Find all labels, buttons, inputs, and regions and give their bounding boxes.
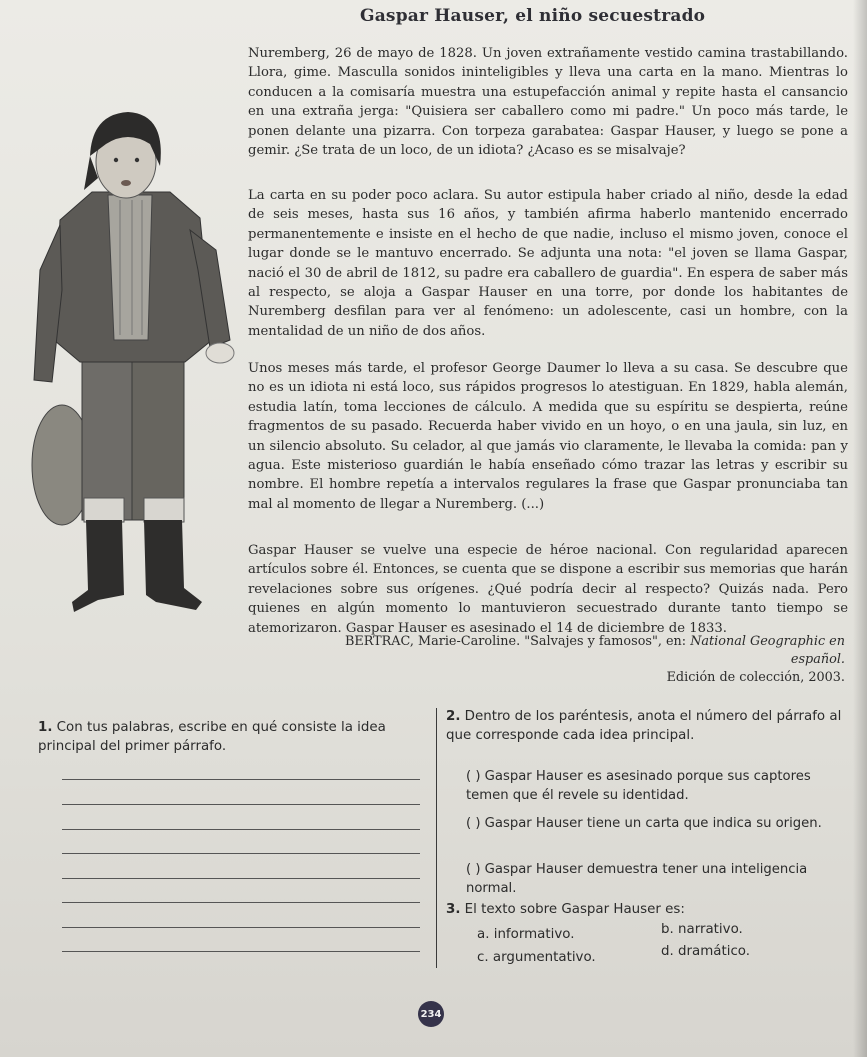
answer-line[interactable]	[62, 927, 420, 928]
answer-line[interactable]	[62, 853, 420, 854]
question-1-text: Con tus palabras, escribe en qué consiste la idea principal del primer párrafo.	[38, 720, 386, 754]
paragraph-2: La carta en su poder poco aclara. Su autor estipula haber criado al niño, desde la edad de seis meses, hasta sus 16 años, y también afirma haberlo mantenido encerrado permanentemente e insiste en el hecho de que nadie, incluso el mismo joven, conoce el lugar donde se le mantuvo encerrado. Se adjunta una nota: "el joven se llama Gaspar, nació el 30 de abril de 1812, su padre era caballero de guardia". En espera de saber más al respecto, se aloja a Gaspar Hauser en una torre, por donde los habitantes de Nuremberg desfilan para ver al fenómeno: un adolescente, casi un hombre, con la mentalidad de un niño de dos años.	[248, 188, 848, 339]
answer-line[interactable]	[62, 902, 420, 903]
paragraph-1: Nuremberg, 26 de mayo de 1828. Un joven extrañamente vestido camina trastabillando. Llora, gime. Masculla sonidos ininteligibles y lleva una carta en la mano. Mientras lo conducen a la comisaría muestra una estupefacción animal y repite hasta el cansancio en una extraña jerga: "Quisiera ser caballero como mi padre." Un poco más tarde, le ponen delante una pizarra. Con torpeza garabatea: Gaspar Hauser, y luego se pone a gemir. ¿Se trata de un loco, de un idiota? ¿Acaso es se misalvaje?	[248, 46, 848, 159]
page-edge-shadow	[853, 0, 867, 1057]
citation-edition: Edición de colección, 2003.	[666, 670, 845, 685]
citation-author: BERTRAC, Marie-Caroline. "Salvajes y famosos", en:	[344, 634, 691, 649]
question-2-text: Dentro de los paréntesis, anota el número del párrafo al que corresponde cada idea principal.	[446, 709, 842, 743]
option-b[interactable]: b. narrativo.	[661, 922, 743, 937]
citation-source: National Geographic en español.	[690, 634, 845, 667]
answer-line[interactable]	[62, 951, 420, 952]
question-3-number: 3.	[446, 902, 461, 917]
paragraph-4: Gaspar Hauser se vuelve una especie de héroe nacional. Con regularidad aparecen artículos sobre él. Entonces, se cuenta que se dispone a escribir sus memorias que harán revelaciones sobre sus orígenes. ¿Qué podría decir al respecto? Quizás nada. Pero quienes en algún momento lo mantuvieron secuestrado durante tanto tiempo se atemorizaron. Gaspar Hauser es asesinado el 14 de diciembre de 1833.	[248, 543, 848, 636]
question-2	[446, 707, 851, 745]
answer-line[interactable]	[62, 804, 420, 805]
question-3	[446, 900, 851, 919]
answer-line[interactable]	[62, 878, 420, 879]
question-1-number: 1.	[38, 720, 53, 735]
column-divider	[436, 708, 437, 968]
option-c[interactable]: c. argumentativo.	[477, 950, 596, 965]
paragraph-3: Unos meses más tarde, el profesor George Daumer lo lleva a su casa. Se descubre que no es un idiota ni está loco, sus rápidos progresos lo atestiguan. En 1829, habla alemán, estudia latín, toma lecciones de cálculo. A medida que su espíritu se despierta, reúne fragmentos de su pasado. Recuerda haber vivido en un hoyo, o en una jaula, sin luz, en un silencio absoluto. Su celador, al que jamás vio claramente, le llevaba la comida: pan y agua. Este misterioso guardián le había enseñado cómo trazar las letras y escribir su nombre. El hombre repetía a intervalos regulares la frase que Gaspar pronunciaba tan mal al momento de llegar a Nuremberg. (...)	[248, 361, 848, 512]
question-2-number: 2.	[446, 709, 461, 724]
option-a[interactable]: a. informativo.	[477, 927, 575, 942]
question-1	[38, 718, 423, 756]
answer-line[interactable]	[62, 779, 420, 780]
question-2-item[interactable]: ( ) Gaspar Hauser tiene un carta que indica su origen.	[466, 816, 822, 831]
source-citation	[300, 633, 845, 687]
answer-line[interactable]	[62, 829, 420, 830]
page-title: Gaspar Hauser, el niño secuestrado	[360, 6, 706, 26]
question-3-text: El texto sobre Gaspar Hauser es:	[464, 902, 685, 917]
question-2-item[interactable]: ( ) Gaspar Hauser es asesinado porque sus captores temen que él revele su identidad.	[466, 769, 811, 803]
gaspar-hauser-illustration	[20, 100, 245, 660]
page-number-badge: 234	[418, 1001, 444, 1027]
question-2-item[interactable]: ( ) Gaspar Hauser demuestra tener una inteligencia normal.	[466, 862, 808, 896]
option-d[interactable]: d. dramático.	[661, 944, 751, 959]
